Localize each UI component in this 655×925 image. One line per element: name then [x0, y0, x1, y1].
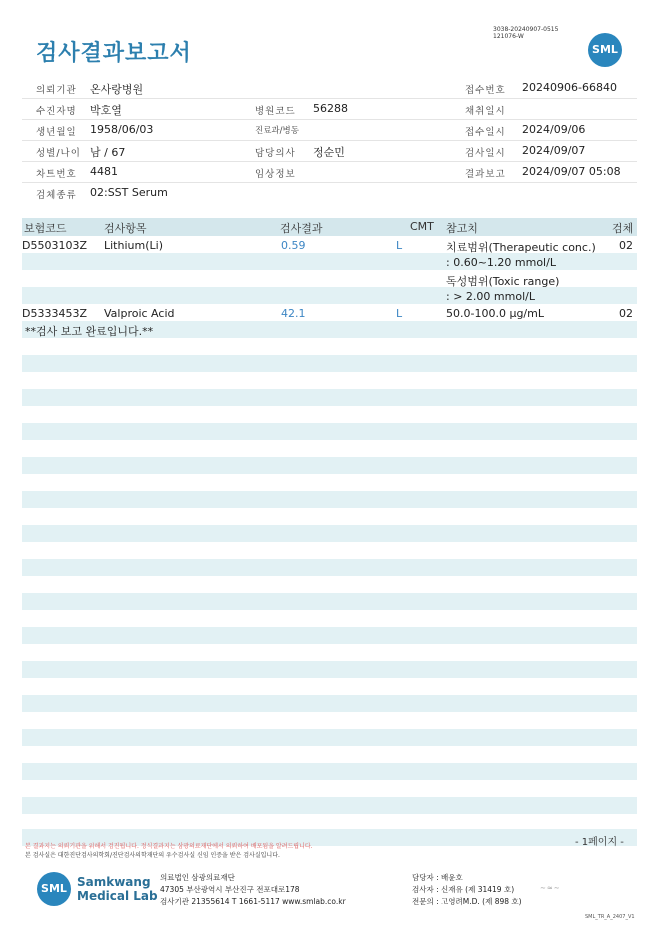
hospital-code-value: 56288	[313, 102, 348, 115]
table-band	[22, 389, 637, 406]
result-code: D5503103Z	[22, 239, 87, 252]
doctor-value: 정순민	[313, 146, 345, 159]
result-reference: 치료범위(Therapeutic conc.)	[446, 241, 596, 254]
info-row-birth: 생년월일 1958/06/03 진료과/병동 접수일시 2024/09/06	[22, 120, 637, 141]
result-item: Lithium(Li)	[104, 239, 163, 252]
form-version: SML_TR_A_2407_V1	[585, 914, 635, 920]
info-row-specimen: 검체종류 02:SST Serum	[36, 186, 168, 201]
table-band	[22, 627, 637, 644]
report-date-value: 2024/09/07 05:08	[522, 165, 621, 178]
result-specimen: 02	[619, 239, 633, 252]
result-flag: L	[396, 307, 403, 320]
info-row-name: 수진자명 박호열 병원코드 56288 채취일시	[22, 99, 637, 120]
table-band	[22, 423, 637, 440]
result-reference: 독성범위(Toxic range)	[446, 275, 560, 288]
result-value: 42.1	[281, 307, 306, 320]
sml-logo-icon: SML	[588, 33, 622, 67]
info-row-sex-age: 성별/나이 남 / 67 담당의사 정순민 검사일시 2024/09/07	[22, 141, 637, 162]
patient-name-value: 박호열	[90, 104, 122, 117]
brand-name: Samkwang Medical Lab	[77, 875, 158, 903]
table-band	[22, 593, 637, 610]
result-specimen: 02	[619, 307, 633, 320]
table-band	[22, 491, 637, 508]
footer-notice: 본 결과지는 의뢰기관을 위해서 검진됩니다. 정식결과지는 삼광의료재단에서 의뢰하여 배포됨을 알려드립니다.	[25, 843, 313, 850]
info-row-chart: 차트번호 4481 임상정보 결과보고 2024/09/07 05:08	[22, 162, 637, 183]
table-band	[22, 525, 637, 542]
page-number: - 1페이지 -	[575, 837, 624, 848]
result-reference: 50.0-100.0 μg/mL	[446, 307, 544, 320]
table-band	[22, 457, 637, 474]
result-flag: L	[396, 239, 403, 252]
table-band	[22, 355, 637, 372]
birth-value: 1958/06/03	[90, 123, 154, 136]
result-reference: : > 2.00 mmol/L	[446, 290, 535, 303]
result-value: 0.59	[281, 239, 306, 252]
report-complete-note: **검사 보고 완료입니다.**	[25, 325, 154, 338]
chart-no-value: 4481	[90, 165, 118, 178]
document-id: 3038-20240907-0515 121076-W	[493, 26, 559, 40]
receipt-date-value: 2024/09/06	[522, 123, 586, 136]
result-reference: : 0.60~1.20 mmol/L	[446, 256, 556, 269]
result-item: Valproic Acid	[104, 307, 175, 320]
specimen-value: 02:SST Serum	[90, 186, 168, 199]
table-band	[22, 695, 637, 712]
footer-certification: 본 검사실은 대한진단검사의학회/진단검사의학재단의 우수검사실 신임 인증을 받은 검사실입니다.	[25, 852, 280, 859]
lab-address: 의료법인 삼광의료재단 47305 부산광역시 부산진구 전포대로178 검사기관 21355614 T 1661-5117 www.smlab.co.kr	[160, 873, 346, 906]
signature-icon: ∼≈∼	[540, 884, 561, 892]
hospital-value: 온사랑병원	[90, 83, 144, 96]
sex-age-value: 남 / 67	[90, 146, 126, 159]
info-row-hospital: 의뢰기관 온사랑병원 접수번호 20240906-66840	[22, 78, 637, 99]
results-table-header: 보험코드 검사항목 검사결과 CMT 참고치 검체	[22, 218, 637, 236]
result-code: D5333453Z	[22, 307, 87, 320]
table-band	[22, 797, 637, 814]
receipt-no-value: 20240906-66840	[522, 81, 617, 94]
table-band	[22, 729, 637, 746]
table-band	[22, 661, 637, 678]
table-band	[22, 559, 637, 576]
sml-logo-icon: SML	[37, 872, 71, 906]
test-date-value: 2024/09/07	[522, 144, 586, 157]
page-title: 검사결과보고서	[36, 41, 192, 66]
table-band	[22, 763, 637, 780]
staff-list: 담당자 : 배윤호 검사자 : 신재유 (제 31419 호) 전문의 : 고영려M.D. (제 898 호)	[412, 873, 522, 906]
table-band	[22, 287, 637, 304]
